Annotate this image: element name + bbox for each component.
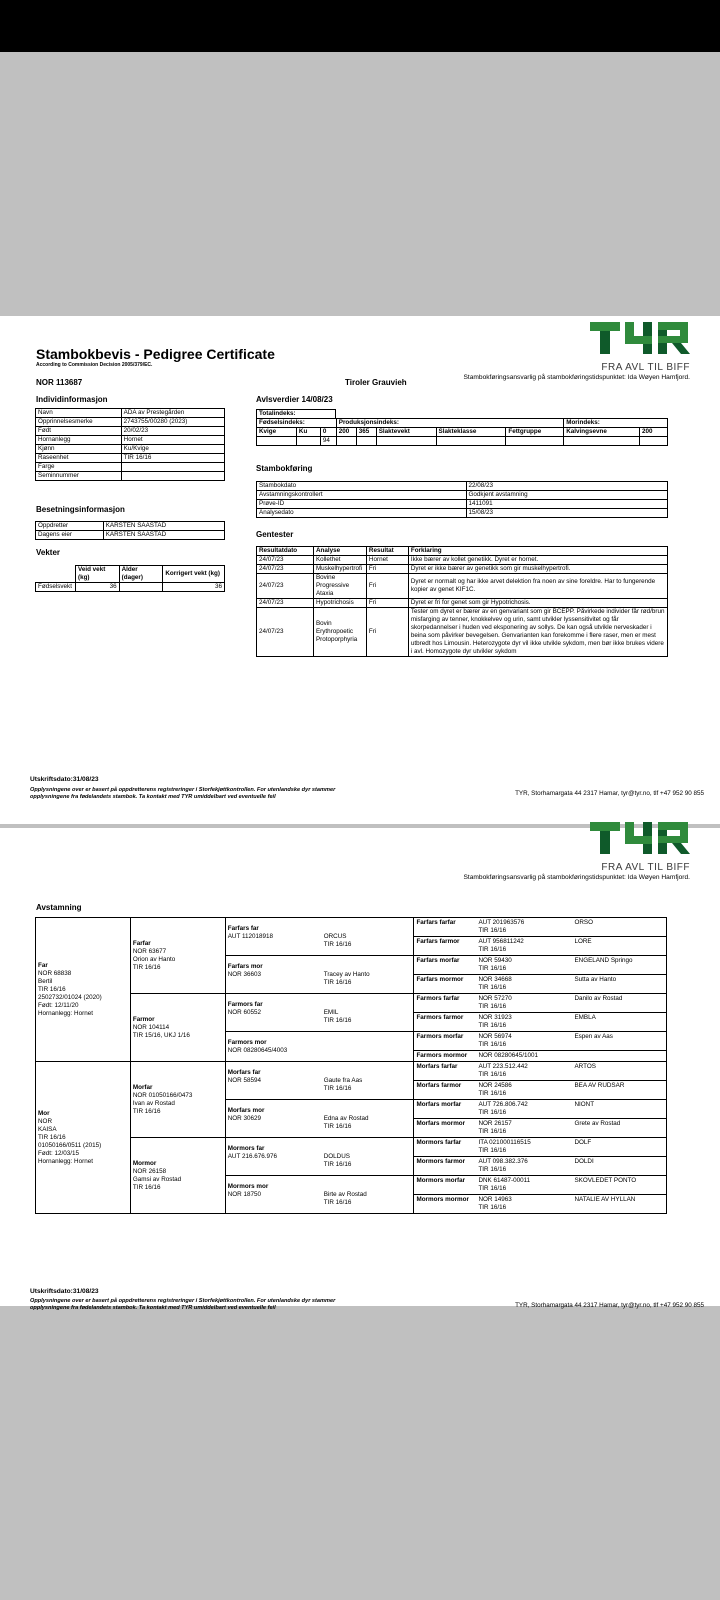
vekter-veid-value: 36: [75, 583, 119, 592]
pedigree-line: NOR 68838: [38, 969, 72, 977]
pedigree-g4-cell: [414, 1157, 667, 1176]
besetning-label: Oppdretter: [36, 522, 104, 531]
great-grandparent-unit: TIR 16/16: [323, 1122, 352, 1130]
pedigree-line: NOR 63677: [132, 947, 167, 955]
pedigree-row: [36, 1062, 667, 1081]
gentest-analyse: Muskelhypertrofi: [313, 565, 366, 574]
pedigree-great-grandparent: [225, 1062, 414, 1100]
contact-info: TYR, Storhamargata 44 2317 Hamar, tyr@tyr.no, tlf +47 952 90 855: [515, 790, 704, 797]
g4-title: Morfars farfar: [416, 1063, 458, 1070]
great-grandparent-title: Farmors far: [227, 1000, 263, 1008]
pedigree-great-grandparent: [225, 1032, 414, 1062]
gentest-forklaring: Ikke bærer av kollet genetikk. Dyret er hornet.: [408, 556, 667, 565]
breed-name: Tiroler Grauvieh: [345, 378, 407, 387]
pedigree-great-grandparent: [225, 1100, 414, 1138]
g4-unit: TIR 16/16: [478, 927, 507, 934]
besetning-label: Dagens eier: [36, 531, 104, 540]
g4-unit: TIR 16/16: [478, 1003, 507, 1010]
pedigree-line: Født: 12/11/20: [38, 1001, 79, 1009]
vekter-heading: Vekter: [36, 548, 61, 557]
pedigree-line: NOR: [38, 1117, 52, 1125]
avlsverdier-col-header: Slakteklasse: [436, 428, 506, 437]
gentest-resultat: Fri: [366, 574, 408, 599]
avlsverdier-value: [436, 437, 506, 446]
g4-unit: TIR 16/16: [478, 1071, 507, 1078]
pedigree-grandparent: [130, 918, 225, 994]
vekter-alder-value: [119, 583, 163, 592]
pedigree-far: [36, 918, 131, 1062]
individ-value: Ku/Kvige: [121, 445, 224, 454]
g4-title: Farfars mormor: [416, 976, 464, 983]
registration-number: NOR 113687: [36, 378, 83, 387]
individ-value: [121, 463, 224, 472]
brand-tagline: FRA AVL TIL BIFF: [601, 362, 690, 373]
g4-id: NOR 56974: [478, 1033, 512, 1040]
great-grandparent-id: NOR 36603: [227, 970, 261, 978]
gentest-row: [257, 556, 668, 565]
avlsverdier-col-header: Slaktevekt: [376, 428, 436, 437]
individ-label: Navn: [36, 409, 122, 418]
gentest-row: [257, 608, 668, 657]
pedigree-g4-cell: [414, 1062, 667, 1081]
pedigree-great-grandparent: [225, 918, 414, 956]
avlsverdier-value: [257, 437, 297, 446]
gentest-row: [257, 565, 668, 574]
status-bar: [0, 0, 720, 52]
pedigree-g4-cell: [414, 994, 667, 1013]
avlsverdier-value: [376, 437, 436, 446]
avlsverdier-value: [356, 437, 376, 446]
pedigree-g4-cell: [414, 956, 667, 975]
great-grandparent-unit: TIR 16/16: [323, 1084, 352, 1092]
individ-label: Hornanlegg: [36, 436, 122, 445]
great-grandparent-name: Edna av Rostad: [323, 1114, 369, 1122]
pedigree-line: TIR 16/16: [38, 985, 66, 993]
g4-name: ARTOS: [574, 1063, 596, 1070]
produksjonsindeks-label: Produksjonsindeks:: [336, 419, 563, 428]
great-grandparent-id: NOR 30629: [227, 1114, 261, 1122]
g4-title: Mormors morfar: [416, 1177, 466, 1184]
great-grandparent-title: Mormors far: [227, 1144, 265, 1152]
pedigree-line: TIR 16/16: [132, 1107, 161, 1115]
vekter-korrigert-value: 36: [163, 583, 225, 592]
g4-unit: TIR 16/16: [478, 1147, 507, 1154]
vekter-header-alder: Alder (dager): [119, 566, 163, 583]
avlsverdier-col-header: 0: [320, 428, 336, 437]
great-grandparent-name: DOLDUS: [323, 1152, 350, 1160]
gentester-header-resultat: Resultat: [366, 547, 408, 556]
g4-id: AUT 726.806.742: [478, 1101, 528, 1108]
besetning-row: [36, 522, 225, 531]
g4-id: NOR 26157: [478, 1120, 512, 1127]
vekter-header-korrigert: Korrigert vekt (kg): [163, 566, 225, 583]
g4-unit: TIR 16/16: [478, 946, 507, 953]
besetning-value: KARSTEN SAASTAD: [103, 522, 224, 531]
avlsverdier-col-header: 200: [336, 428, 356, 437]
gentester-header-analyse: Analyse: [313, 547, 366, 556]
great-grandparent-unit: TIR 16/16: [323, 940, 352, 948]
great-grandparent-unit: TIR 16/16: [323, 1160, 352, 1168]
brand-tagline: FRA AVL TIL BIFF: [601, 862, 690, 873]
pedigree-g4-cell: [414, 1195, 667, 1214]
stambok-label: Avstamningskontrollert: [257, 491, 467, 500]
avlsverdier-value: [336, 437, 356, 446]
gentest-date: 24/07/23: [257, 599, 314, 608]
g4-name: ENGELAND Springo: [574, 957, 633, 964]
contact-info: TYR, Storhamargata 44 2317 Hamar, tyr@tyr.no, tlf +47 952 90 855: [515, 1302, 704, 1309]
gentester-header-date: Resultatdato: [257, 547, 314, 556]
avlsverdier-value: [640, 437, 668, 446]
great-grandparent-title: Farmors mor: [227, 1038, 267, 1046]
avlsverdier-col-header: 200: [640, 428, 668, 437]
g4-name: SKOVLEDET PONTO: [574, 1177, 637, 1184]
page-subtitle: According to Commission Decision 2005/379/EC.: [36, 362, 153, 368]
individ-value: [121, 472, 224, 481]
avlsverdier-col-header: Kalvingsevne: [564, 428, 640, 437]
individ-table: [35, 408, 225, 481]
g4-name: ORSO: [574, 919, 593, 926]
pedigree-line: KAISA: [38, 1125, 57, 1133]
g4-title: Farmors farmor: [416, 1014, 464, 1021]
stambok-label: Prøve-ID: [257, 500, 467, 509]
g4-title: Farfars farfar: [416, 919, 456, 926]
pedigree-g4-cell: [414, 1051, 667, 1062]
g4-name: EMBLA: [574, 1014, 596, 1021]
great-grandparent-title: Morfars far: [227, 1068, 261, 1076]
pedigree-heading: Avstamning: [36, 903, 82, 912]
avlsverdier-value: [506, 437, 564, 446]
individ-row: [36, 472, 225, 481]
pedigree-line: NOR 26158: [132, 1167, 167, 1175]
individ-value: Hornet: [121, 436, 224, 445]
pedigree-great-grandparent: [225, 1138, 414, 1176]
g4-id: NOR 24586: [478, 1082, 512, 1089]
individ-value: TIR 16/16: [121, 454, 224, 463]
gentest-resultat: Fri: [366, 608, 408, 657]
pedigree-g4-cell: [414, 1081, 667, 1100]
pedigree-g4-cell: [414, 918, 667, 937]
pedigree-line: TIR 15/16, UKJ 1/16: [132, 1031, 190, 1039]
avlsverdier-col-header: Ku: [296, 428, 320, 437]
pedigree-line: 2502732/01024 (2020): [38, 993, 102, 1001]
pedigree-line: Født: 12/03/15: [38, 1149, 79, 1157]
pedigree-line: NOR 104114: [132, 1023, 170, 1031]
disclaimer: Opplysningene over er basert på oppdretterens registreringer i Storfekjøttkontrollen. For utenlandske dyr stammer opplysningene fra fødelandets stambok. Ta kontakt med TYR umiddelbart ved eventuelle feil: [30, 787, 336, 800]
great-grandparent-unit: TIR 16/16: [323, 1198, 352, 1206]
g4-name: NIONT: [574, 1101, 595, 1108]
pedigree-line: TIR 16/16: [132, 963, 161, 971]
pedigree-g4-cell: [414, 1032, 667, 1051]
pedigree-table: [35, 917, 667, 1214]
g4-unit: TIR 16/16: [478, 1090, 507, 1097]
g4-title: Mormors mormor: [416, 1196, 469, 1203]
pedigree-line: Bertil: [38, 977, 53, 985]
stambok-label: Stambokdato: [257, 482, 467, 491]
great-grandparent-title: Farfars far: [227, 924, 259, 932]
g4-id: NOR 59430: [478, 957, 512, 964]
great-grandparent-id: NOR 58594: [227, 1076, 261, 1084]
gentester-heading: Gentester: [256, 530, 294, 539]
individ-label: Opprinnelsesmerke: [36, 418, 122, 427]
g4-unit: TIR 16/16: [478, 1022, 507, 1029]
pedigree-g4-cell: [414, 1138, 667, 1157]
g4-unit: TIR 16/16: [478, 1204, 507, 1211]
g4-title: Farfars morfar: [416, 957, 460, 964]
stambok-row: [257, 482, 668, 491]
individ-heading: Individinformasjon: [36, 395, 108, 404]
page-title: Stambokbevis - Pedigree Certificate: [36, 346, 275, 362]
individ-label: Farge: [36, 463, 122, 472]
g4-id: DNK 61487-00011: [478, 1177, 531, 1184]
vekter-table: [35, 565, 225, 592]
stambok-row: [257, 500, 668, 509]
pedigree-g4-cell: [414, 937, 667, 956]
great-grandparent-title: Mormors mor: [227, 1182, 269, 1190]
g4-title: Mormors farmor: [416, 1158, 466, 1165]
g4-title: Farmors mormor: [416, 1052, 468, 1059]
individ-label: Seminnummer: [36, 472, 122, 481]
great-grandparent-name: ORCUS: [323, 932, 347, 940]
besetning-heading: Besetningsinformasjon: [36, 505, 125, 514]
besetning-value: KARSTEN SAASTAD: [103, 531, 224, 540]
grandparent-title: Mormor: [132, 1159, 157, 1167]
g4-unit: TIR 16/16: [478, 1128, 507, 1135]
g4-id: AUT 223.512.442: [478, 1063, 528, 1070]
g4-id: ITA 021000116515: [478, 1139, 531, 1146]
disclaimer: Opplysningene over er basert på oppdretterens registreringer i Storfekjøttkontrollen. For utenlandske dyr stammer opplysningene fra fødelandets stambok. Ta kontakt med TYR umiddelbart ved eventuelle feil: [30, 1298, 336, 1311]
responsible-text: Stambokføringsansvarlig på stambokføringstidspunktet: Ida Wøyen Hamfjord.: [463, 874, 690, 881]
besetning-row: [36, 531, 225, 540]
pedigree-row: [36, 994, 667, 1013]
pedigree-line: Hornanlegg: Hornet: [38, 1157, 93, 1165]
stambok-value: 1411091: [466, 500, 667, 509]
g4-id: NOR 14963: [478, 1196, 512, 1203]
pedigree-line: TIR 16/16: [38, 1133, 66, 1141]
individ-row: [36, 445, 225, 454]
morindeks-label: Morindeks:: [564, 419, 668, 428]
g4-title: Mormors farfar: [416, 1139, 462, 1146]
pedigree-great-grandparent: [225, 956, 414, 994]
stambok-value: Godkjent avstamning: [466, 491, 667, 500]
g4-title: Morfars morfar: [416, 1101, 462, 1108]
great-grandparent-id: NOR 60552: [227, 1008, 261, 1016]
pedigree-line: 01050166/0511 (2015): [38, 1141, 102, 1149]
grandparent-title: Farmor: [132, 1015, 155, 1023]
gentest-forklaring: Dyret er ikke bærer av genetikk som gir muskelhypertrofi.: [408, 565, 667, 574]
stambok-value: 15/08/23: [466, 509, 667, 518]
vekter-row-label: Fødselsvekt: [36, 583, 76, 592]
g4-id: NOR 57270: [478, 995, 512, 1002]
pedigree-grandparent: [130, 1062, 225, 1138]
avlsverdier-col-header: 365: [356, 428, 376, 437]
pedigree-mor: [36, 1062, 131, 1214]
gentest-analyse: Kollethet: [313, 556, 366, 565]
pedigree-far-title: Far: [38, 961, 48, 969]
pedigree-grandparent: [130, 1138, 225, 1214]
pedigree-line: NOR 01050166/0473: [132, 1091, 193, 1099]
gentest-resultat: Fri: [366, 565, 408, 574]
g4-unit: TIR 16/16: [478, 1041, 507, 1048]
pedigree-g4-cell: [414, 1100, 667, 1119]
individ-row: [36, 463, 225, 472]
g4-id: NOR 08280645/1001: [478, 1052, 538, 1059]
pedigree-mor-title: Mor: [38, 1109, 50, 1117]
gentester-table: [256, 546, 668, 657]
gentest-row: [257, 574, 668, 599]
gentest-date: 24/07/23: [257, 565, 314, 574]
great-grandparent-unit: TIR 16/16: [323, 978, 352, 986]
g4-id: NOR 34668: [478, 976, 512, 983]
gentest-forklaring: Dyret er fri for genet som gir Hypotrichosis.: [408, 599, 667, 608]
gentester-header-forklaring: Forklaring: [408, 547, 667, 556]
gentest-resultat: Hornet: [366, 556, 408, 565]
g4-id: AUT 098.382.376: [478, 1158, 528, 1165]
g4-unit: TIR 16/16: [478, 1166, 507, 1173]
individ-label: Raseenhet: [36, 454, 122, 463]
avlsverdier-col-header: Fettgruppe: [506, 428, 564, 437]
great-grandparent-unit: TIR 16/16: [323, 1016, 352, 1024]
g4-id: NOR 31923: [478, 1014, 512, 1021]
gentest-date: 24/07/23: [257, 574, 314, 599]
pedigree-g4-cell: [414, 975, 667, 994]
fodselsindeks-label: Fødselsindeks:: [257, 419, 337, 428]
pedigree-grandparent: [130, 994, 225, 1062]
stambok-heading: Stambokføring: [256, 464, 313, 473]
certificate-page-1: [0, 316, 720, 824]
avlsverdier-table: [256, 418, 668, 446]
pedigree-line: Gamsi av Rostad: [132, 1175, 182, 1183]
pedigree-g4-cell: [414, 1176, 667, 1195]
totalindeks-label: Totalindeks:: [257, 410, 336, 419]
certificate-page-2: [0, 828, 720, 1311]
vekter-header-veid: Veid vekt (kg): [75, 566, 119, 583]
pedigree-great-grandparent: [225, 1176, 414, 1214]
g4-name: BEA AV RUDSAR: [574, 1082, 625, 1089]
g4-name: LORE: [574, 938, 592, 945]
great-grandparent-id: AUT 216.676.976: [227, 1152, 277, 1160]
pedigree-line: Hornanlegg: Hornet: [38, 1009, 93, 1017]
g4-name: Sutta av Hanto: [574, 976, 617, 983]
g4-name: Grete av Rostad: [574, 1120, 621, 1127]
gentest-forklaring: Tester om dyret er bærer av en genvariant som gir BCEPP. Påvirkede individer får rød/brun misfarging av tenner, knokkelvev og urin, samt utvikler lyssensitivitet og får skorpedannelser i huden ved eksponering av sollys. De kan også utvikle nerveskader i beina som påvirker bevegelsen. Genvarianten kan forekomme i flere raser, men er mest utbredt hos Limousin. Heterozygote dyr vil ikke utvikle sykdom, men bør ikke brukes videre i avl. Homozygote dyr utvikler sykdom: [408, 608, 667, 657]
g4-name: Espen av Aas: [574, 1033, 613, 1040]
great-grandparent-title: Morfars mor: [227, 1106, 265, 1114]
pedigree-line: TIR 16/16: [132, 1183, 161, 1191]
g4-title: Farmors farfar: [416, 995, 460, 1002]
g4-name: NATALIE AV HYLLAN: [574, 1196, 636, 1203]
gentest-analyse: Bovine Progressive Ataxia: [313, 574, 366, 599]
grandparent-title: Morfar: [132, 1083, 153, 1091]
g4-name: DOLDI: [574, 1158, 594, 1165]
g4-unit: TIR 16/16: [478, 1185, 507, 1192]
gentest-analyse: Bovin Erythropoetic Protoporphyria: [313, 608, 366, 657]
g4-title: Farmors morfar: [416, 1033, 464, 1040]
pedigree-line: Orion av Hanto: [132, 955, 176, 963]
individ-value: ADA av Prestegården: [121, 409, 224, 418]
tyr-logo: [590, 318, 690, 358]
grandparent-title: Farfar: [132, 939, 151, 947]
individ-row: [36, 409, 225, 418]
print-date: Utskriftsdato:31/08/23: [30, 1288, 99, 1295]
stambok-label: Analysedato: [257, 509, 467, 518]
avlsverdier-value: [296, 437, 320, 446]
gentest-analyse: Hypotrichosis: [313, 599, 366, 608]
gentest-date: 24/07/23: [257, 556, 314, 565]
individ-row: [36, 454, 225, 463]
gentest-resultat: Fri: [366, 599, 408, 608]
g4-title: Farfars farmor: [416, 938, 460, 945]
individ-label: Kjønn: [36, 445, 122, 454]
besetning-table: [35, 521, 225, 540]
stambok-table: [256, 481, 668, 518]
individ-value: 2743755/00280 (2023): [121, 418, 224, 427]
pedigree-line: Ivan av Rostad: [132, 1099, 175, 1107]
pedigree-g4-cell: [414, 1119, 667, 1138]
g4-id: AUT 956811242: [478, 938, 524, 945]
gentest-forklaring: Dyret er normalt og har ikke arvet delektion fra noen av sine foreldre. Har to fungerende kopier av genet KIF1C.: [408, 574, 667, 599]
great-grandparent-title: Farfars mor: [227, 962, 263, 970]
individ-row: [36, 427, 225, 436]
great-grandparent-name: EMIL: [323, 1008, 339, 1016]
g4-unit: TIR 16/16: [478, 965, 507, 972]
g4-name: DOLF: [574, 1139, 592, 1146]
avlsverdier-value: [564, 437, 640, 446]
stambok-row: [257, 491, 668, 500]
avlsverdier-heading: Avlsverdier 14/08/23: [256, 395, 333, 404]
vekter-corner: [36, 566, 76, 583]
g4-title: Morfars mormor: [416, 1120, 466, 1127]
great-grandparent-name: Gaute fra Aas: [323, 1076, 363, 1084]
pedigree-g4-cell: [414, 1013, 667, 1032]
g4-name: Danilo av Rostad: [574, 995, 623, 1002]
stambok-value: 22/08/23: [466, 482, 667, 491]
g4-unit: TIR 16/16: [478, 984, 507, 991]
gentest-date: 24/07/23: [257, 608, 314, 657]
individ-row: [36, 418, 225, 427]
g4-unit: TIR 16/16: [478, 1109, 507, 1116]
great-grandparent-id: AUT 112018918: [227, 932, 273, 940]
great-grandparent-id: NOR 18750: [227, 1190, 261, 1198]
g4-id: AUT 201963576: [478, 919, 525, 926]
pedigree-row: [36, 1138, 667, 1157]
pedigree-row: [36, 918, 667, 937]
avlsverdier-value: 94: [320, 437, 336, 446]
pedigree-great-grandparent: [225, 994, 414, 1032]
great-grandparent-name: Birte av Rostad: [323, 1190, 367, 1198]
individ-value: 20/02/23: [121, 427, 224, 436]
g4-title: Morfars farmor: [416, 1082, 462, 1089]
great-grandparent-name: Tracey av Hanto: [323, 970, 370, 978]
stambok-row: [257, 509, 668, 518]
gentest-row: [257, 599, 668, 608]
tyr-logo: [590, 818, 690, 858]
responsible-text: Stambokføringsansvarlig på stambokføringstidspunktet: Ida Wøyen Hamfjord.: [463, 374, 690, 381]
individ-row: [36, 436, 225, 445]
great-grandparent-id: NOR 08280645/4003: [227, 1046, 288, 1054]
print-date: Utskriftsdato:31/08/23: [30, 776, 99, 783]
avlsverdier-col-header: Kvige: [257, 428, 297, 437]
individ-label: Født: [36, 427, 122, 436]
